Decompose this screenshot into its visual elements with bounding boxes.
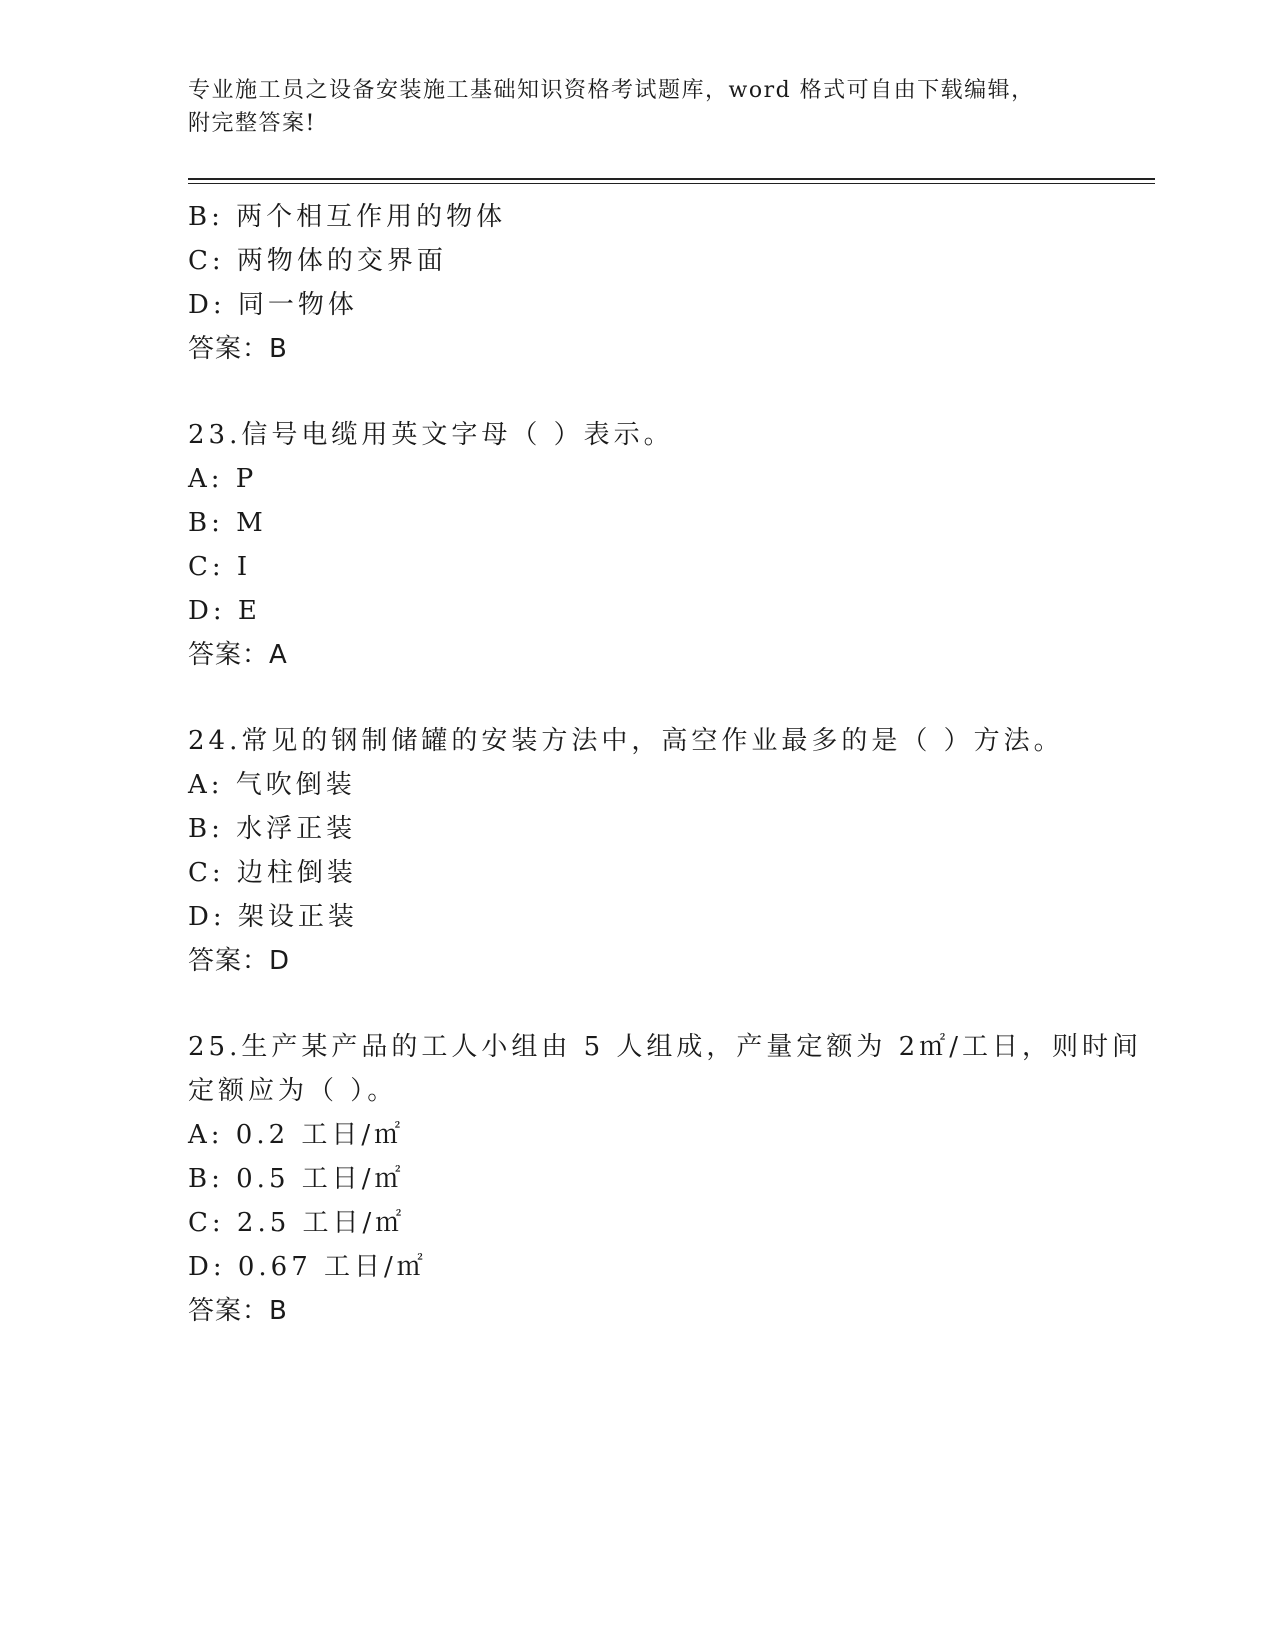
- q25-answer: 答案：B: [188, 1296, 288, 1326]
- header-rule-thick: [188, 178, 1155, 180]
- q25-option-a: A: 0.2 工日/㎡: [188, 1120, 405, 1150]
- document-header: [188, 74, 1088, 140]
- q22-option-d: D: 同一物体: [188, 290, 358, 320]
- q23-option-b: B: M: [188, 508, 267, 538]
- q22-option-c: C: 两物体的交界面: [188, 246, 447, 276]
- q24-answer: 答案：D: [188, 946, 291, 976]
- q24-option-b: B: 水浮正装: [188, 814, 357, 844]
- header-line-1: 专业施工员之设备安装施工基础知识资格考试题库，word 格式可自由下载编辑，: [188, 78, 1035, 103]
- q25-stem-line-2: 定额应为（ ）。: [188, 1076, 398, 1106]
- q25-option-b: B: 0.5 工日/㎡: [188, 1164, 405, 1194]
- q23-stem: 23.信号电缆用英文字母（ ）表示。: [188, 420, 674, 450]
- q23-option-c: C: I: [188, 552, 252, 582]
- q23-option-a: A: P: [188, 464, 258, 494]
- q22-option-b: B: 两个相互作用的物体: [188, 202, 507, 232]
- header-line-2: 附完整答案!: [188, 111, 316, 136]
- q25-option-d: D: 0.67 工日/㎡: [188, 1252, 427, 1282]
- q23-option-d: D: E: [188, 596, 261, 626]
- q24-option-a: A: 气吹倒装: [188, 770, 356, 800]
- q23-answer: 答案：A: [188, 640, 288, 670]
- q24-stem: 24.常见的钢制储罐的安装方法中，高空作业最多的是（ ）方法。: [188, 726, 1064, 756]
- header-rule-thin: [188, 183, 1155, 184]
- q25-option-c: C: 2.5 工日/㎡: [188, 1208, 406, 1238]
- q22-answer: 答案：B: [188, 334, 288, 364]
- q24-option-c: C: 边柱倒装: [188, 858, 357, 888]
- q25-stem-line-1: 25.生产某产品的工人小组由 5 人组成，产量定额为 2㎡/工日，则时间: [188, 1032, 1142, 1062]
- q24-option-d: D: 架设正装: [188, 902, 358, 932]
